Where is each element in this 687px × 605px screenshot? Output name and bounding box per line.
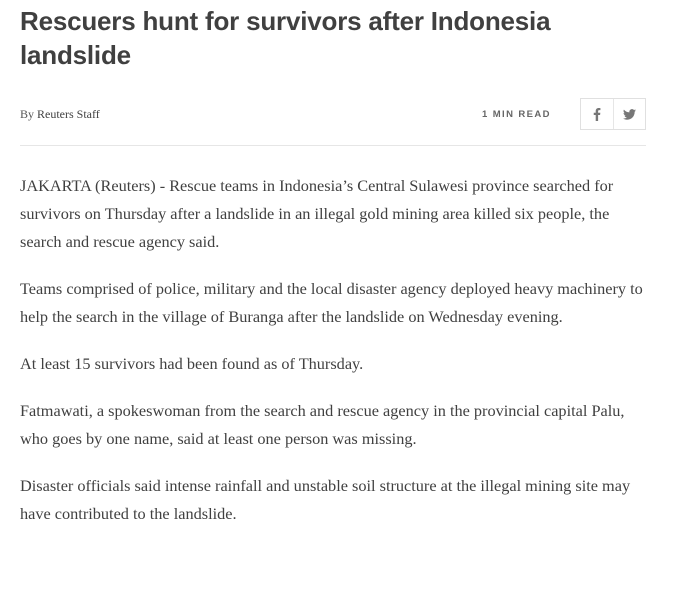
paragraph: Disaster officials said intense rainfall and unstable soil structure at the illegal mining site may have contributed to the landslide. [20,476,631,523]
twitter-icon [623,109,636,120]
share-buttons [580,98,646,130]
twitter-share-button[interactable] [613,99,646,129]
paragraph: Teams comprised of police, military and the local disaster agency deployed heavy machinery to help the search in the village of Buranga after the landslide on Wednesday evening. [20,279,643,326]
headline: Rescuers hunt for survivors after Indonesia landslide [20,6,551,70]
divider [20,145,646,146]
article-body [20,172,646,547]
byline-bar [20,98,646,132]
article [20,0,646,523]
author-link[interactable]: Reuters Staff [37,107,100,121]
paragraph: JAKARTA (Reuters) - Rescue teams in Indonesia’s Central Sulawesi province searched for survivors on Thursday after a landslide in an illegal gold mining area killed six people, the search and rescue agency said. [20,176,614,251]
read-time: 1 MIN READ [482,109,551,120]
paragraph: Fatmawati, a spokeswoman from the search and rescue agency in the provincial capital Palu, who goes by one name, said at least one person was missing. [20,401,625,448]
facebook-icon [593,108,601,121]
byline-prefix: By [20,107,35,121]
paragraph: At least 15 survivors had been found as of Thursday. [20,354,364,373]
byline [20,107,100,122]
facebook-share-button[interactable] [581,99,613,129]
